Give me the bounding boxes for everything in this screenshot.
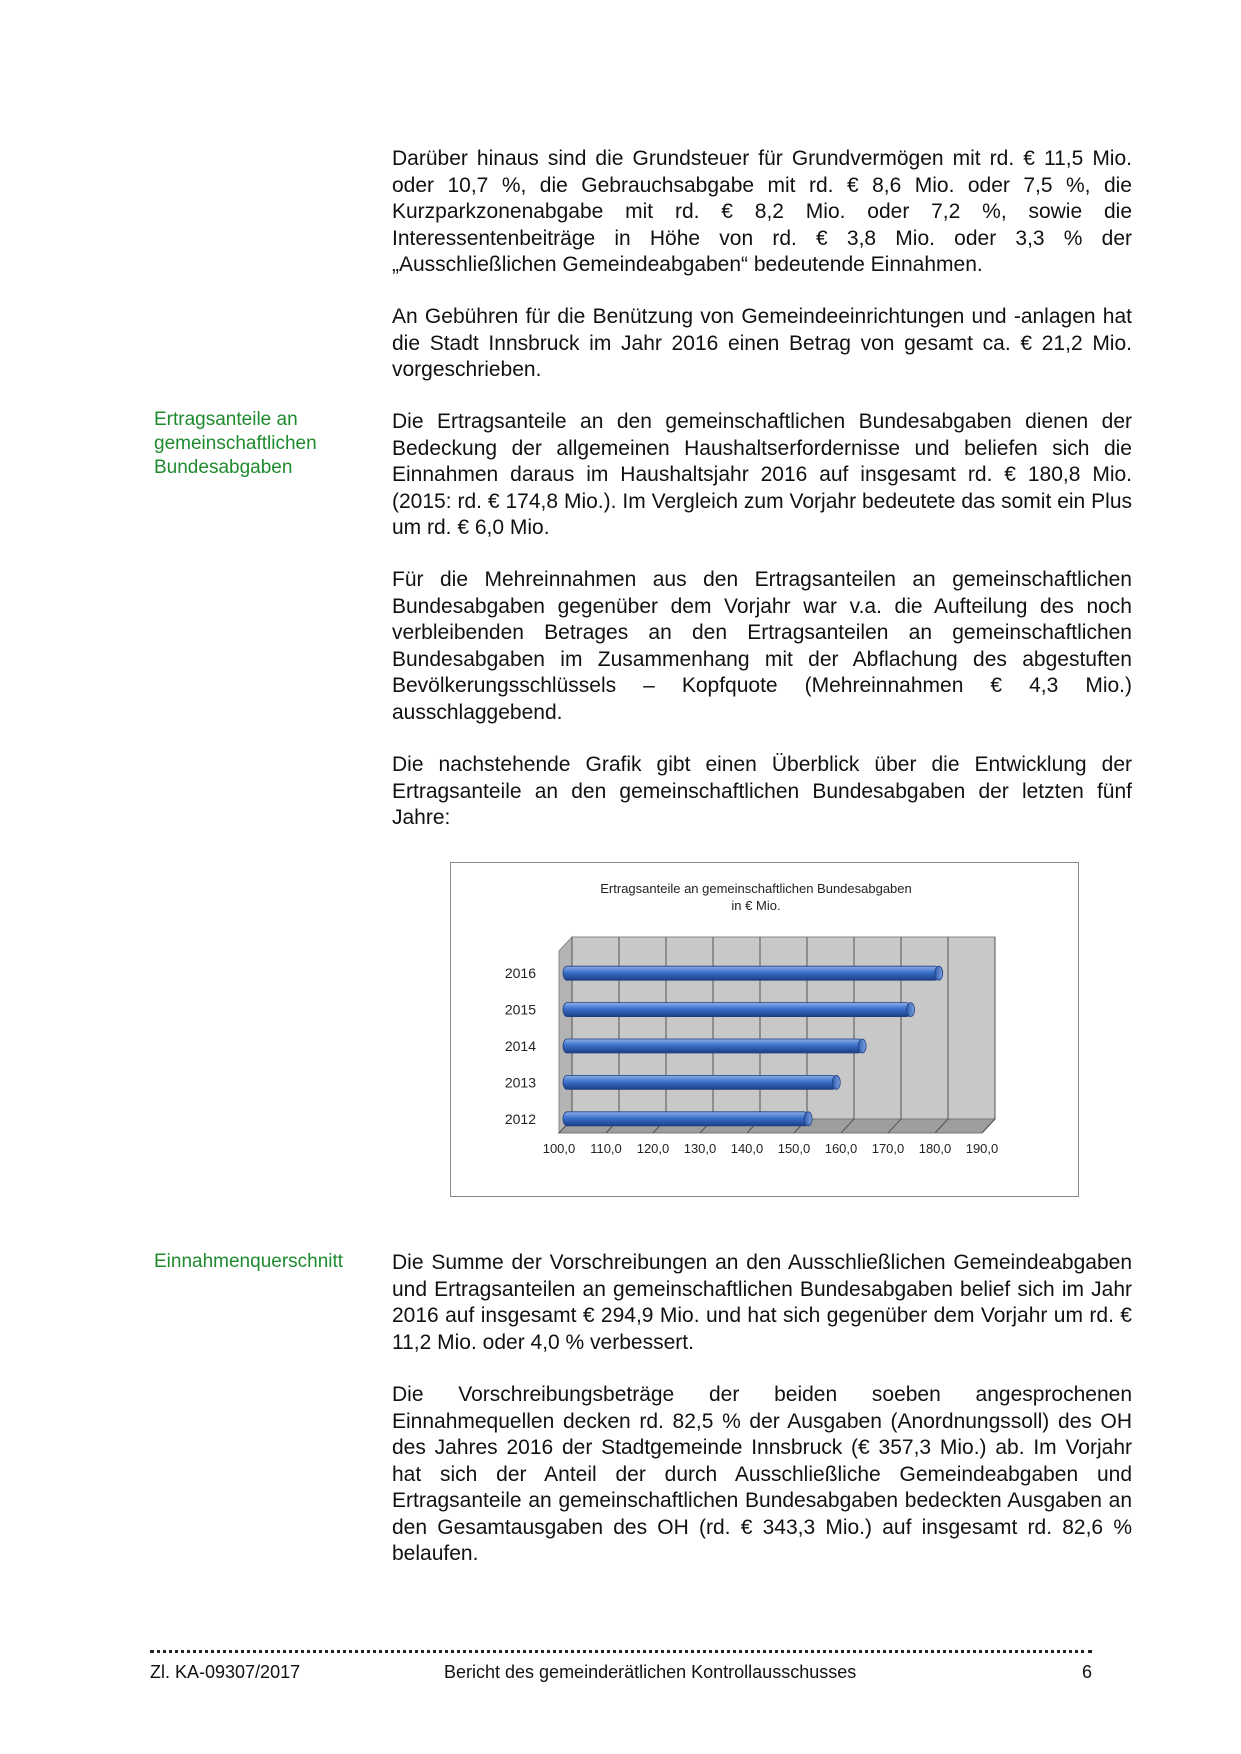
paragraph-ertragsanteile: Die Ertragsanteile an den gemeinschaftlichen Bundesabgaben dienen der Bedeckung der allgemeinen Haushaltserfordernisse und beliefen sich die Einnahmen daraus im Haushaltsjahr 2016 auf insgesamt rd. € 180,8 Mio. (2015: rd. € 174,8 Mio.). Im Vergleich zum Vorjahr bedeutete das somit ein Plus um rd. € 6,0 Mio. <box>392 410 1132 539</box>
chart-bar-cap <box>907 1003 915 1017</box>
bar-chart <box>451 863 1078 1196</box>
chart-bar-cap <box>935 966 943 980</box>
chart-bar-cap <box>832 1075 840 1089</box>
chart-xtick-label: 100,0 <box>542 1141 576 1156</box>
footer-divider <box>150 1650 1092 1653</box>
chart-category-label: 2013 <box>504 1074 536 1091</box>
paragraph-grafik-intro: Die nachstehende Grafik gibt einen Überblick über die Entwicklung der Ertragsanteile an den gemeinschaftlichen Bundesabgaben der letzten fünf Jahre: <box>392 753 1132 829</box>
footer-title: Bericht des gemeinderätlichen Kontrollausschusses <box>444 1662 857 1682</box>
chart-bar-cap <box>804 1112 812 1126</box>
chart-xtick-label: 190,0 <box>965 1141 999 1156</box>
chart-xtick-label: 130,0 <box>683 1141 717 1156</box>
side-label-einnahmenquerschnitt: Einnahmenquerschnitt <box>154 1251 344 1272</box>
footer-doc-id: Zl. KA-09307/2017 <box>150 1662 301 1682</box>
side-label-line: Bundesabgaben <box>154 457 293 478</box>
paragraph-mehreinnahmen: Für die Mehreinnahmen aus den Ertragsanteilen an gemeinschaftlichen Bundesabgaben gegenüber dem Vorjahr war v.a. die Aufteilung des noch verbleibenden Betrages an den Ertragsanteilen an gemeinschaftlichen Bundesabgaben im Zusammenhang mit der Abflachung des abgestuften Bevölkerungsschlüssels – Kopfquote (Mehreinnahmen € 4,3 Mio.) ausschlaggebend. <box>392 568 1132 724</box>
chart-bar-cap <box>858 1039 866 1053</box>
chart-bar <box>563 966 939 980</box>
chart-xtick-label: 140,0 <box>730 1141 764 1156</box>
side-label-line: gemeinschaftlichen <box>154 433 317 454</box>
chart-bar <box>563 1003 911 1017</box>
chart-xtick-label: 170,0 <box>871 1141 905 1156</box>
chart-bar <box>563 1075 836 1089</box>
chart-xtick-label: 180,0 <box>918 1141 952 1156</box>
paragraph-gebuehren: An Gebühren für die Benützung von Gemeindeeinrichtungen und -anlagen hat die Stadt Innsbruck im Jahr 2016 einen Betrag von gesamt ca. € 21,2 Mio. vorgeschrieben. <box>392 305 1132 381</box>
chart-category-label: 2012 <box>504 1110 536 1127</box>
chart-bar <box>563 1039 862 1053</box>
side-label-ertragsanteile <box>154 408 317 480</box>
paragraph-grundsteuer: Darüber hinaus sind die Grundsteuer für Grundvermögen mit rd. € 11,5 Mio. oder 10,7 %, die Gebrauchsabgabe mit rd. € 8,6 Mio. oder 7,5 %, die Kurzparkzonenabgabe mit rd. € 8,2 Mio. oder 7,2 %, sowie die Interessentenbeiträge in Höhe von rd. € 3,8 Mio. oder 3,3 % der „Ausschließlichen Gemeindeabgaben“ bedeutende Einnahmen. <box>392 147 1132 276</box>
chart-subtitle: in € Mio. <box>731 898 781 913</box>
side-label-line: Ertragsanteile an <box>154 409 298 430</box>
chart-xtick-label: 110,0 <box>590 1141 622 1156</box>
chart-bar <box>563 1112 808 1126</box>
chart-frame <box>450 862 1079 1197</box>
footer-page-number: 6 <box>1082 1662 1093 1682</box>
chart-category-label: 2015 <box>504 1001 536 1018</box>
chart-xtick-label: 120,0 <box>636 1141 670 1156</box>
chart-back-wall <box>572 937 995 1119</box>
chart-category-label: 2014 <box>504 1038 536 1054</box>
chart-xtick-label: 160,0 <box>824 1141 858 1156</box>
paragraph-vorschreibungsbetraege: Die Vorschreibungsbeträge der beiden soeben angesprochenen Einnahmequellen decken rd. 82,5 % der Ausgaben (Anordnungssoll) des OH des Jahres 2016 der Stadtgemeinde Innsbruck (€ 357,3 Mio.) ab. Im Vorjahr hat sich der Anteil der durch Ausschließliche Gemeindeabgaben und Ertragsanteile an gemeinschaftlichen Bundesabgaben bedeckten Ausgaben an den Gesamtausgaben des OH (rd. € 343,3 Mio.) auf insgesamt rd. 82,6 % belaufen. <box>392 1383 1132 1565</box>
chart-category-label: 2016 <box>504 965 536 982</box>
chart-title: Ertragsanteile an gemeinschaftlichen Bundesabgaben <box>600 881 912 896</box>
paragraph-summe: Die Summe der Vorschreibungen an den Ausschließlichen Gemeindeabgaben und Ertragsanteilen an gemeinschaftlichen Bundesabgaben belief sich im Jahr 2016 auf insgesamt € 294,9 Mio. und hat sich gegenüber dem Vorjahr um rd. € 11,2 Mio. oder 4,0 % verbessert. <box>392 1251 1132 1354</box>
chart-xtick-label: 150,0 <box>777 1141 811 1156</box>
